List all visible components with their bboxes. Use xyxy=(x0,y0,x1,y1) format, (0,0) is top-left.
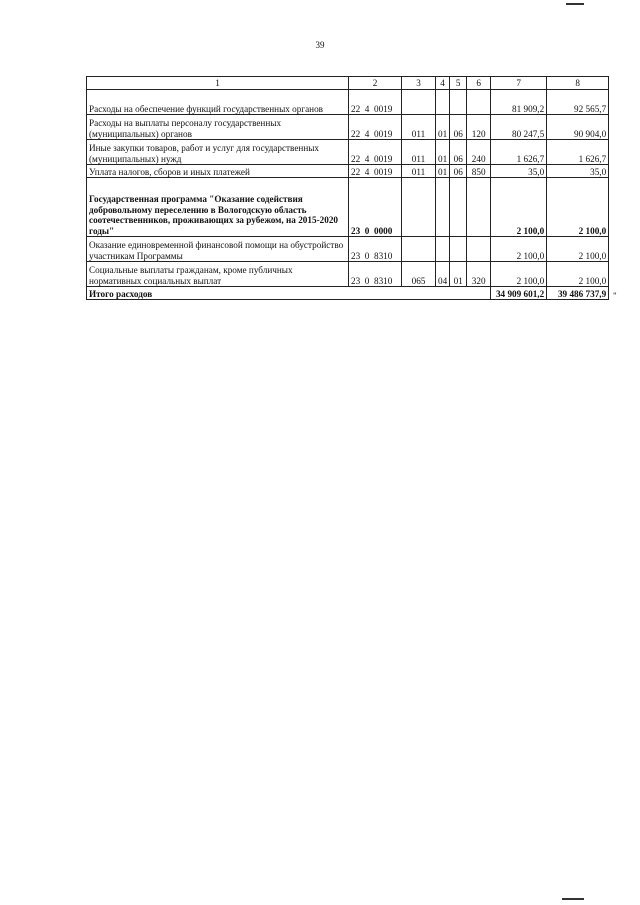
table-row xyxy=(87,262,609,287)
total-row xyxy=(87,287,609,300)
row-amount-col8: 92 565,7 xyxy=(547,90,609,115)
row-col5 xyxy=(450,178,467,237)
row-amount-col8: 2 100,0 xyxy=(547,178,609,237)
row-amount-col8: 35,0 xyxy=(547,165,609,178)
row-amount-col8: 1 626,7 xyxy=(547,140,609,165)
row-col5: 01 xyxy=(450,262,467,287)
column-header: 6 xyxy=(467,77,491,90)
row-code: 23 0 0000 xyxy=(349,178,402,237)
row-col6 xyxy=(467,178,491,237)
row-col4: 01 xyxy=(436,165,450,178)
row-col4: 01 xyxy=(436,115,450,140)
column-header: 3 xyxy=(402,77,436,90)
row-code: 22 4 0019 xyxy=(349,165,402,178)
row-code: 23 0 8310 xyxy=(349,262,402,287)
row-name: Государственная программа "Оказание содействия добровольному переселению в Вологодскую область соотечественников, проживающих за рубежом, на 2015-2020 годы" xyxy=(87,178,349,237)
row-amount-col8: 90 904,0 xyxy=(547,115,609,140)
row-col3 xyxy=(402,90,436,115)
row-col6: 240 xyxy=(467,140,491,165)
row-col4 xyxy=(436,90,450,115)
row-col5: 06 xyxy=(450,140,467,165)
table-header-row xyxy=(87,77,609,90)
row-col3 xyxy=(402,237,436,262)
row-col3: 011 xyxy=(402,165,436,178)
row-code: 22 4 0019 xyxy=(349,115,402,140)
column-header: 7 xyxy=(491,77,547,90)
total-amount-v7: 34 909 601,2 xyxy=(491,287,547,300)
row-name: Расходы на выплаты персоналу государственных (муниципальных) органов xyxy=(87,115,349,140)
expenditure-table xyxy=(86,76,609,300)
row-amount-col7: 2 100,0 xyxy=(491,262,547,287)
row-code: 22 4 0019 xyxy=(349,140,402,165)
table-row xyxy=(87,237,609,262)
row-code: 23 0 8310 xyxy=(349,237,402,262)
row-col6: 320 xyxy=(467,262,491,287)
total-label: Итого расходов xyxy=(87,287,491,300)
row-col3: 065 xyxy=(402,262,436,287)
row-col6 xyxy=(467,90,491,115)
row-col4 xyxy=(436,237,450,262)
row-col4: 04 xyxy=(436,262,450,287)
table-row xyxy=(87,178,609,237)
row-name: Уплата налогов, сборов и иных платежей xyxy=(87,165,349,178)
scan-artifact xyxy=(562,898,584,900)
table-row xyxy=(87,140,609,165)
row-name: Иные закупки товаров, работ и услуг для государственных (муниципальных) нужд xyxy=(87,140,349,165)
row-amount-col7: 81 909,2 xyxy=(491,90,547,115)
column-header: 4 xyxy=(436,77,450,90)
row-col3 xyxy=(402,178,436,237)
row-col5: 06 xyxy=(450,165,467,178)
row-name: Расходы на обеспечение функций государственных органов xyxy=(87,90,349,115)
row-col6: 120 xyxy=(467,115,491,140)
row-col5 xyxy=(450,237,467,262)
row-amount-col7: 35,0 xyxy=(491,165,547,178)
row-col6: 850 xyxy=(467,165,491,178)
column-header: 5 xyxy=(450,77,467,90)
row-amount-col8: 2 100,0 xyxy=(547,237,609,262)
column-header: 1 xyxy=(87,77,349,90)
row-amount-col7: 1 626,7 xyxy=(491,140,547,165)
row-amount-col7: 80 247,5 xyxy=(491,115,547,140)
row-col4: 01 xyxy=(436,140,450,165)
scan-artifact xyxy=(566,3,584,5)
table-row xyxy=(87,115,609,140)
closing-quote: " xyxy=(613,291,617,301)
row-col4 xyxy=(436,178,450,237)
column-header: 2 xyxy=(349,77,402,90)
table-row xyxy=(87,165,609,178)
row-col5 xyxy=(450,90,467,115)
row-amount-col7: 2 100,0 xyxy=(491,178,547,237)
row-col3: 011 xyxy=(402,115,436,140)
row-col3: 011 xyxy=(402,140,436,165)
column-header: 8 xyxy=(547,77,609,90)
row-name: Оказание единовременной финансовой помощи на обустройство участникам Программы xyxy=(87,237,349,262)
row-col5: 06 xyxy=(450,115,467,140)
row-name: Социальные выплаты гражданам, кроме публичных нормативных социальных выплат xyxy=(87,262,349,287)
table-row xyxy=(87,90,609,115)
row-col6 xyxy=(467,237,491,262)
row-code: 22 4 0019 xyxy=(349,90,402,115)
row-amount-col7: 2 100,0 xyxy=(491,237,547,262)
total-amount-v8: 39 486 737,9 xyxy=(547,287,609,300)
row-amount-col8: 2 100,0 xyxy=(547,262,609,287)
page-number: 39 xyxy=(315,40,325,50)
